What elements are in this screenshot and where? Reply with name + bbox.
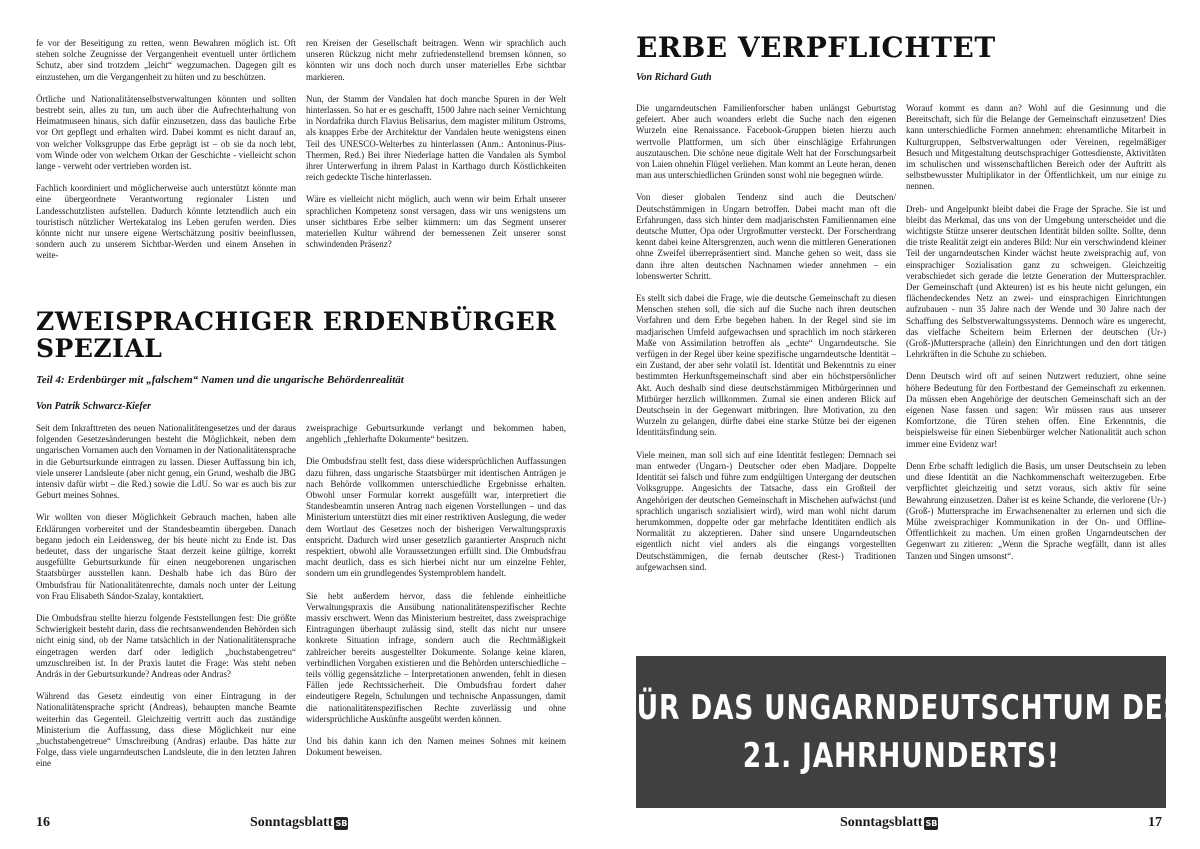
paragraph: Seit dem Inkrafttreten des neuen Nationalitätengesetzes und der daraus folgenden Gesetzesänderungen besteht die Möglichkeit, neben dem ungarischen Vornamen auch den Vornamen in der Nationalitätensprache in die Geburtsurkunde eintragen zu lassen. Dieser Auffassung bin ich, viele unserer Landsleute (aber nicht genug, ein Grund, weshalb die JBG intensiv dafür wirbt – die Red.) sowie die LdU. So war es auch bis zur Geburt meines Sohnes.	[36, 423, 296, 501]
prev-article-col1	[36, 38, 296, 262]
article-col1	[636, 103, 896, 573]
paragraph: Örtliche und Nationalitätenselbstverwaltungen könnten und sollten bestrebt sein, alles zu tun, um auch über die Aufrechterhaltung von Heimatmuseen hinaus, sich dafür einzusetzen, dass das bauliche Erbe vor Ort gepflegt und erhalten wird. Dabei kommt es nicht darauf an, von welcher Volksgruppe das Erbe geprägt ist – ob sie da noch lebt, vom Winde oder von welchem Orkan der Geschichte - vielleicht schon lange - verweht oder vertrieben worden ist.	[36, 93, 296, 172]
right-page	[600, 0, 1200, 849]
paragraph: Die Ombudsfrau stellte hierzu folgende Feststellungen fest: Die größte Schwierigkeit besteht darin, dass die rechtsanwendenden Behörden sich nicht einig sind, ob der Name tatsächlich in der Nationalitätensprache eingetragen werden darf oder lediglich „buchstabengetreu“ umzuschreiben ist. In der Praxis lautet die Frage: Was steht neben András in der Geburtsurkunde? Andreas oder Andras?	[36, 613, 296, 680]
slogan-banner	[618, 656, 1184, 808]
article-headline	[36, 308, 576, 362]
paragraph: fe vor der Beseitigung zu retten, wenn Bewahren möglich ist. Oft stehen solche Zeugnisse der Vergangenheit eventuell unter örtlichem Schutz, aber sind trotzdem „leicht“ wegzumachen. Dagegen gilt es einzustehen, um die Vergangenheit zu hüten und zu beschützen.	[36, 38, 296, 82]
article-headline: ERBE VERPFLICHTET	[636, 31, 996, 64]
headline-line: SPEZIAL	[36, 334, 163, 363]
article-byline: Von Patrik Schwarcz-Kiefer	[36, 401, 152, 412]
banner-line: 21. JAHRHUNDERTS!	[742, 736, 1060, 776]
sonntagsblatt-logo-icon: SB	[335, 818, 348, 828]
paragraph: Worauf kommt es dann an? Wohl auf die Gesinnung und die Bereitschaft, sich für die Belange der Gemeinschaft einzusetzen! Dies kann unterschiedliche Formen annehmen: ehrenamtliche Mitarbeit in Kulturgruppen, Selbstverwaltungen oder Vereinen, regelmäßiger Besuch und Mitgestaltung deutschsprachiger Gottesdienste, Aktivitäten im schulischen und wissenschaftlichen Bereich oder der Auftritt als selbstbewusster Multiplikator in der Öffentlichkeit, um nur einige zu nennen.	[906, 103, 1166, 192]
article-col1	[36, 423, 296, 770]
paragraph: Die Ombudsfrau stellt fest, dass diese widersprüchlichen Auffassungen dazu führen, dass ungarische Staatsbürger mit identischen Anträgen je nach Behörde vollkommen unterschiedliche Ergebnisse erhalten. Obwohl unser Formular korrekt ausgefüllt war, interpretiert die Standesbeamtin unseren Antrag nach eigenen Vorstellungen – und das Ministerium unterstützt dies mit einer restriktiven Auslegung, die weder dem Wortlaut des Gesetzes noch der bisherigen Verwaltungspraxis entspricht. Dadurch wird unser gesetzlich garantierter Anspruch nicht respektiert, obwohl alle Voraussetzungen erfüllt sind. Die Ombudsfrau macht deutlich, dass es sich hierbei nicht nur um einzelne Fehler, sondern um ein grundlegendes Systemproblem handelt.	[306, 456, 566, 579]
paragraph: Während das Gesetz eindeutig von einer Eintragung in der Nationalitätensprache spricht (Andreas), behaupten manche Beamte weiterhin das Gegenteil. Gleichzeitig vertritt auch das zuständige Ministerium die Auffassung, dass diese Möglichkeit nur eine „buchstabengetreue“ Umschreibung (Andras) erlaube. Das hätte zur Folge, dass viele ungarndeutschen Landsleute, die in den letzten Jahren eine	[36, 691, 296, 769]
paragraph: Dreh- und Angelpunkt bleibt dabei die Frage der Sprache. Sie ist und bleibt das Merkmal, das uns von der Umgebung unterscheidet und die wichtigste Stütze unserer deutschen Identität bilden sollte. Sollte, denn die triste Realität zeigt ein anderes Bild: Nur ein verschwindend kleiner Teil der ungarndeutschen Kinder wächst heute zweisprachig auf, von einsprachiger Sozialisation ganz zu schweigen. Gleichzeitig verabschiedet sich gerade die letzte Generation der Muttersprachler. Der Gemeinschaft (und Akteuren) ist es bis heute nicht gelungen, ein flächendeckendes Netz an zwei- und einsprachigen Einrichtungen aufzubauen - nun 35 Jahre nach der Wende und 30 Jahre nach der Schaffung des Selbstverwaltungssystems. Dennoch wäre es ungerecht, das vielfache Scheitern beim Erlernen der deutschen (Ur-)(Groß-)Muttersprache (allein) den Einrichtungen und den dort tätigen Lehrkräften in die Schuhe zu schieben.	[906, 203, 1166, 360]
paragraph: Von dieser globalen Tendenz sind auch die Deutschen/ Deutschstämmigen in Ungarn betroffen. Dabei macht man oft die Erfahrungen, dass sich hinter dem madjarischsten Familiennamen eine deutsche Mutter, Opa oder Urgroßmutter versteckt. Der Forscherdrang kennt dabei keine Altersgrenzen, auch wenn die mittleren Generationen ohne Zweifel überrepräsentiert sind. Manche gehen so weit, dass sie dann ihre alten deutschen Nachnamen wieder annehmen – ein lobenswerter Schritt.	[636, 192, 896, 281]
page-number: 17	[1148, 815, 1162, 830]
paragraph: Viele meinen, man soll sich auf eine Identität festlegen: Demnach sei man entweder (Ungarn-) Deutscher oder eben Madjare. Doppelte Identität sei falsch und führe zum endgültigen Untergang der deutschen Volksgruppe. Angesichts der Tatsache, dass ein Großteil der Angehörigen der deutschen Gemeinschaft in Mischehen aufwächst (und sprachlich ungarisch sozialisiert wird), wird man wohl nicht darum herumkommen, doppelte oder gar mehrfache Identitäten endlich als Normalität zu akzeptieren. Daher sind unsere Ungarndeutschen eigentlich nicht viel anders als die eingangs vorgestellten Deutschstämmigen, die fernab deutscher (Rest-) Traditionen aufgewachsen sind.	[636, 449, 896, 572]
brand-name: Sonntagsblatt	[840, 815, 923, 830]
headline-line: ZWEISPRACHIGER ERDENBÜRGER	[36, 307, 557, 336]
paragraph: Denn Deutsch wird oft auf seinen Nutzwert reduziert, ohne seine höhere Bedeutung für den Fortbestand der Gemeinschaft zu erkennen. Da müssen eben Angehörige der deutschen Gemeinschaft sich an der eigenen Nase fassen und sagen: Wir müssen raus aus unserer Komfortzone, die Türen stehen offen. Eine Erkenntnis, die beispielsweise für einen Siebenbürger welcher Nationalität auch schon immer eine Evidenz war!	[906, 371, 1166, 449]
paragraph: Es stellt sich dabei die Frage, wie die deutsche Gemeinschaft zu diesen Menschen stehen soll, die sich auf die Suche nach ihren deutschen Vorfahren und dem Erbe begeben haben. In der Regel sind sie im madjarischen Umfeld aufgewachsen und sprachlich im noch stärkeren Maße von Assimilation betroffen als „echte“ Ungarndeutsche. Sie verfügen in der Regel über keine spezifische ungarndeutsche Identität – ein Zustand, der aber sehr volatil ist. Identität und Bekenntnis zu einer bestimmten Herkunftsgemeinschaft sind aber ein höchstpersönlicher Akt. Auch deshalb sind diese deutschstämmigen Mitbürgerinnen und Mitbürger herzlich willkommen. Zumal sie einen anderen Blick auf Deutschsein in der Gegenwart mitbringen. Ihre Motivation, zu den Wurzeln zu gelangen, dürfte dabei eine starke Stütze bei der eigenen Identitätsfindung sein.	[636, 293, 896, 438]
banner-line: FÜR DAS UNGARNDEUTSCHTUM DES	[618, 688, 1184, 728]
article-col2	[306, 423, 566, 758]
paragraph: Nun, der Stamm der Vandalen hat doch manche Spuren in der Welt hinterlassen. So hat er es geschafft, 1500 Jahre nach seiner Vernichtung in Nordafrika durch Flavius Belisarius, dem magister militum Ostroms, als knappes Erbe der Architektur der Vandalen heute wenigstens einen Teil des UNESCO-Welterbes zu hinterlassen (Anm.: Antoninus-Pius-Thermen, Red.) Bei ihrer Niederlage hatten die Vandalen als Symbol ihrer Unterwerfung in ihrem Palast in Karthago durch Köstlichkeiten reich gedeckte Tische hinterlassen.	[306, 93, 566, 183]
page-number: 16	[36, 815, 50, 830]
footer-brand	[840, 815, 938, 831]
paragraph: ren Kreisen der Gesellschaft beitragen. Wenn wir sprachlich auch unseren Rückzug nicht mehr zufriedenstellend bremsen können, so könnten wir uns doch noch durch unser materielles Erbe sichtbar markieren.	[306, 38, 566, 82]
paragraph: Fachlich koordiniert und möglicherweise auch unterstützt könnte man eine übergeordnete Verantwortung regionaler Listen und Landesschutzlisten aufstellen. Dadurch könnte letztendlich auch ein touristisch nützlicher Wertekatalog ins Leben gerufen werden. Dies könnte nicht nur unsere eigene Wertschätzung positiv beeinflussen, sondern auch zu unserem Sichtbar-Werden und einem Ansehen in weite-	[36, 183, 296, 261]
paragraph: Wir wollten von dieser Möglichkeit Gebrauch machen, haben alle Erklärungen vorbereitet und der Standesbeamtin übergeben. Danach begann jedoch ein Leidensweg, der bis heute nicht zu Ende ist. Das bedeutet, dass der ungarische Staat derzeit keine gültige, korrekt ausgefüllte Geburtsurkunde für einen neugeborenen ungarischen Staatsbürger ausstellen kann. Deshalb habe ich das Büro der Ombudsfrau für Nationalitätenrechte, damals noch unter der Leitung von Frau Elisabeth Sándor-Szalay, kontaktiert.	[36, 512, 296, 601]
paragraph: zweisprachige Geburtsurkunde verlangt und bekommen haben, angeblich „fehlerhafte Dokumente“ besitzen.	[306, 423, 566, 445]
paragraph: Und bis dahin kann ich den Namen meines Sohnes mit keinem Dokument beweisen.	[306, 736, 566, 758]
brand-name: Sonntagsblatt	[250, 815, 333, 830]
paragraph: Denn Erbe schafft lediglich die Basis, um unser Deutschsein zu leben und diese Identität an die Nachkommenschaft weiterzugeben. Erbe verpflichtet gleichzeitig und setzt voraus, sich aktiv für seine Bewahrung einzusetzen. Daher ist es keine Schande, die verlorene (Ur-)(Groß-) Muttersprache im Erwachsenenalter zu erlernen und sich die Mühe zweisprachiger Kommunikation in der On- und Offline-Öffentlichkeit zu machen. Um einen großen Ungarndeutschen der Gegenwart zu zitieren: „Wenn die Sprache wegfällt, dann ist alles Tanzen und Singen umsonst“.	[906, 460, 1166, 561]
footer-brand	[250, 815, 348, 831]
sonntagsblatt-logo-icon: SB	[925, 818, 938, 828]
article-subtitle: Teil 4: Erdenbürger mit „falschem“ Namen und die ungarische Behördenrealität	[36, 374, 404, 386]
article-byline: Von Richard Guth	[636, 72, 712, 83]
prev-article-col2	[306, 38, 566, 250]
article-col2	[906, 103, 1166, 562]
paragraph: Wäre es vielleicht nicht möglich, auch wenn wir beim Erhalt unserer sprachlichen Kompetenz sonst versagen, dass wir uns wenigstens um unser sichtbares Erbe selber kümmern: um das Segment unserer materiellen Kultur während der bemessenen Zeit unserer sonst schwindenden Präsenz?	[306, 194, 566, 250]
paragraph: Die ungarndeutschen Familienforscher haben unlängst Geburtstag gefeiert. Aber auch woanders erlebt die Suche nach den eigenen Wurzeln eine Renaissance. Facebook-Gruppen bieten hierzu auch wertvolle Plattformen, um sich über einschlägige Erfahrungen auszutauschen. Die schöne neue digitale Welt hat der Forschungsarbeit von Laien ohnehin Flügel verliehen. Man kommt an Leute heran, denen man aus unterschiedlichen Gründen sonst wohl nie begegnen würde.	[636, 103, 896, 181]
paragraph: Sie hebt außerdem hervor, dass die fehlende einheitliche Verwaltungspraxis die Ausübung nationalitätenspezifischer Rechte massiv erschwert. Wenn das Ministerium bestreitet, dass zweisprachige Eintragungen überhaupt zulässig sind, stellt das nicht nur unsere konkrete Situation infrage, sondern auch die Rechtmäßigkeit zahlreicher bereits ausgestellter Dokumente. Solange keine klaren, verbindlichen Vorgaben existieren und die Behörden unterschiedliche – teils völlig gegensätzliche – Interpretationen anwenden, fehlt in diesen Fällen jede Rechtssicherheit. Die Ombudsfrau fordert daher eindeutigere Regeln, Schulungen und technische Anpassungen, damit die nationalitätenspezifischen Rechte zuverlässig und ohne widersprüchliche Auskünfte ausgeübt werden können.	[306, 590, 566, 724]
